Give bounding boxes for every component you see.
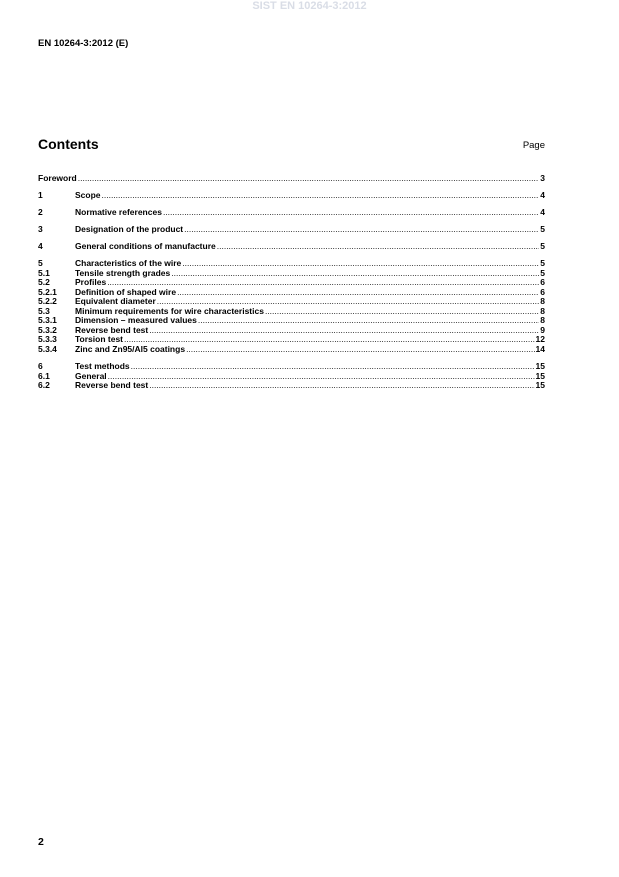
toc-leader-dots <box>184 225 539 235</box>
toc-entry-page: 3 <box>540 173 545 183</box>
toc-entry-title: Dimension – measured values <box>75 315 197 326</box>
toc-entry-number: 6 <box>38 361 43 372</box>
toc-entry-title: Zinc and Zn95/Al5 coatings <box>75 343 186 354</box>
toc-entry-title: Scope <box>75 190 101 201</box>
toc-entry-title: Torsion test <box>75 334 124 345</box>
toc-entry-title: Tensile strength grades <box>75 267 171 278</box>
toc-entry-title: Minimum requirements for wire characteristics <box>75 305 264 316</box>
toc-entry-number: 5.2.1 <box>38 286 57 297</box>
toc-entry[interactable] <box>38 362 545 372</box>
toc-entry-page: 15 <box>535 370 545 381</box>
toc-entry-number: 6.2 <box>38 380 50 391</box>
toc-entry-title: Characteristics of the wire <box>75 258 182 269</box>
toc-leader-dots <box>78 174 540 184</box>
toc-entry[interactable] <box>38 191 545 201</box>
toc-leader-dots <box>171 269 539 279</box>
watermark: SIST EN 10264-3:2012 <box>252 0 367 12</box>
toc-entry-page: 12 <box>535 334 545 345</box>
toc-entry-page: 5 <box>540 241 545 252</box>
page-column-label: Page <box>522 140 545 151</box>
toc-entry-number: 5.3 <box>38 305 50 316</box>
toc-entry-page: 6 <box>540 286 545 297</box>
toc-leader-dots <box>265 307 539 317</box>
toc-entry-page: 4 <box>540 190 545 201</box>
toc-leader-dots <box>177 288 539 298</box>
toc-leader-dots <box>131 362 535 372</box>
page-number: 2 <box>38 836 44 848</box>
toc-entry-page: 15 <box>535 361 545 372</box>
toc-entry-page: 5 <box>540 224 545 235</box>
toc-entry-page: 5 <box>540 267 545 278</box>
toc-entry-number: 5.3.4 <box>38 343 57 354</box>
toc-entry-title: Designation of the product <box>75 224 184 235</box>
toc-entry-title: Definition of shaped wire <box>75 286 177 297</box>
toc-leader-dots <box>182 259 539 269</box>
toc-entry-page: 9 <box>540 324 545 335</box>
toc-entry[interactable] <box>38 269 545 279</box>
toc-entry-page: 5 <box>540 258 545 269</box>
toc-entry-page: 8 <box>540 296 545 307</box>
toc-entry-number: 4 <box>38 241 43 252</box>
toc-entry[interactable] <box>38 208 545 218</box>
toc-entry-number: 5.2 <box>38 277 50 288</box>
toc-entry-foreword[interactable] <box>38 174 545 184</box>
toc-entry-number: 5.3.1 <box>38 315 57 326</box>
toc-entry[interactable] <box>38 242 545 252</box>
toc-leader-dots <box>149 381 534 391</box>
toc-entry-page: 6 <box>540 277 545 288</box>
toc-entry-number: 6.1 <box>38 370 50 381</box>
toc-leader-dots <box>163 208 539 218</box>
toc-entry-page: 8 <box>540 305 545 316</box>
toc-entry[interactable] <box>38 225 545 235</box>
toc-entry-number: 1 <box>38 190 43 201</box>
toc-leader-dots <box>124 335 535 345</box>
contents-title: Contents <box>38 136 99 152</box>
toc-entry-number: 2 <box>38 207 43 218</box>
toc-entry-number: 3 <box>38 224 43 235</box>
toc-entry-page: 8 <box>540 315 545 326</box>
toc-entry[interactable] <box>38 345 545 355</box>
toc-leader-dots <box>217 242 540 252</box>
toc-entry-title: Reverse bend test <box>75 380 149 391</box>
toc-leader-dots <box>149 326 539 336</box>
toc-entry-title: Equivalent diameter <box>75 296 156 307</box>
toc-entry-number: 5.3.3 <box>38 334 57 345</box>
document-id: EN 10264-3:2012 (E) <box>38 38 129 49</box>
toc-entry-number: 5.1 <box>38 267 50 278</box>
toc-leader-dots <box>108 372 535 382</box>
toc-entry-title: Profiles <box>75 277 107 288</box>
toc-leader-dots <box>186 345 534 355</box>
toc-leader-dots <box>102 191 540 201</box>
toc-leader-dots <box>198 316 539 326</box>
toc-entry-page: 4 <box>540 207 545 218</box>
toc-entry-title: General conditions of manufacture <box>75 241 216 252</box>
toc-entry-title: Normative references <box>75 207 162 218</box>
toc-entry[interactable] <box>38 381 545 391</box>
toc-entry-page: 14 <box>535 343 545 354</box>
table-of-contents <box>38 174 545 391</box>
toc-entry-title: Foreword <box>38 173 77 183</box>
toc-entry-title: Reverse bend test <box>75 324 149 335</box>
toc-entry-number: 5.3.2 <box>38 324 57 335</box>
toc-entry-title: Test methods <box>75 361 130 372</box>
toc-entry-number: 5 <box>38 258 43 269</box>
toc-entry-title: General <box>75 370 107 381</box>
toc-entry-number: 5.2.2 <box>38 296 57 307</box>
toc-entry-page: 15 <box>535 380 545 391</box>
